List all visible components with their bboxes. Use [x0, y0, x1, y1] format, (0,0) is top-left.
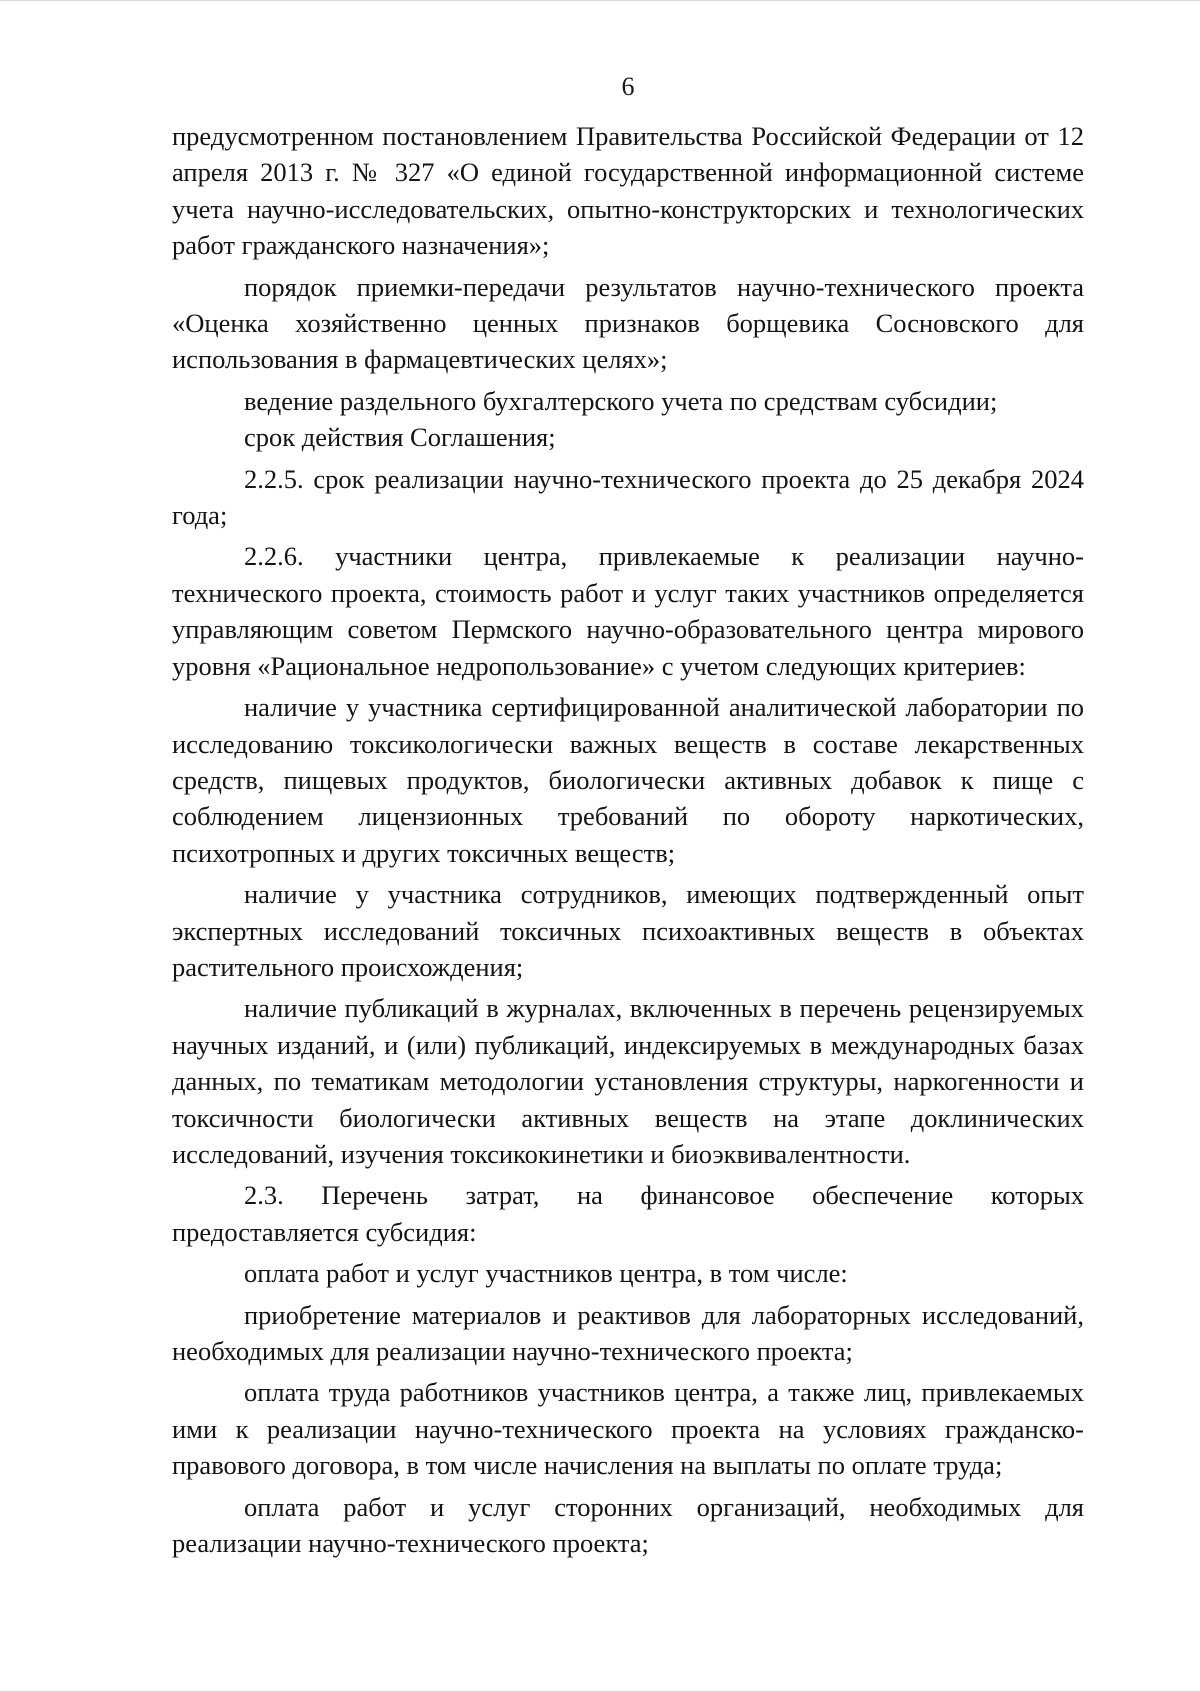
paragraph-materials-purchase: приобретение материалов и реактивов для лабораторных исследований, необходимых для реализации научно-технического проекта; — [172, 1299, 1084, 1366]
paragraph-continuation: предусмотренном постановлением Правительства Российской Федерации от 12 апреля 2013 г. № 327 «О единой государственной информационной системе учета научно-исследовательских, опытно-конструкторских и технологических работ гражданского назначения»; — [172, 121, 1084, 261]
paragraph-labor-payment: оплата труда работников участников центра, а также лиц, привлекаемых ими к реализации научно-технического проекта на условиях гражданско-правового договора, в том числе начисления на выплаты по оплате труда; — [172, 1377, 1084, 1481]
paragraph-third-party-services: оплата работ и услуг сторонних организаций, необходимых для реализации научно-технического проекта; — [172, 1491, 1084, 1559]
paragraph-2-2-5: 2.2.5. срок реализации научно-технического проекта до 25 декабря 2024 года; — [172, 463, 1084, 531]
paragraph-criterion-publications: наличие публикаций в журналах, включенных в перечень рецензируемых научных изданий, и (или) публикаций, индексируемых в международных базах данных, по тематикам методологии установления структуры, наркогенности и токсичности биологически активных веществ на этапе доклинических исследований, изучения токсикокинетики и биоэквивалентности. — [172, 993, 1084, 1169]
paragraph-2-3: 2.3. Перечень затрат, на финансовое обеспечение которых предоставляется субсидия: — [172, 1180, 1084, 1247]
paragraph-acceptance-procedure: порядок приемки-передачи результатов научно-технического проекта «Оценка хозяйственно ценных признаков борщевика Сосновского для использования в фармацевтических целях»; — [172, 271, 1084, 375]
document-body — [172, 118, 1084, 1561]
paragraph-2-2-6: 2.2.6. участники центра, привлекаемые к реализации научно-технического проекта, стоимость работ и услуг таких участников определяется управляющим советом Пермского научно-образовательного центра мирового уровня «Рациональное недропользование» с учетом следующих критериев: — [172, 541, 1084, 681]
paragraph-criterion-staff: наличие у участника сотрудников, имеющих подтвержденный опыт экспертных исследований токсичных психоактивных веществ в объектах растительного происхождения; — [172, 879, 1084, 982]
paragraph-participant-payments: оплата работ и услуг участников центра, в том числе: — [244, 1258, 848, 1289]
paragraph-separate-accounting: ведение раздельного бухгалтерского учета по средствам субсидии; — [244, 385, 998, 416]
scan-edge-top — [0, 0, 1200, 1]
paragraph-criterion-laboratory: наличие у участника сертифицированной аналитической лаборатории по исследованию токсикологически важных веществ в составе лекарственных средств, пищевых продуктов, биологически активных добавок к пище с соблюдением лицензионных требований по обороту наркотических, психотропных и других токсичных веществ; — [172, 692, 1084, 868]
page-number: 6 — [621, 72, 635, 101]
paragraph-agreement-term: срок действия Соглашения; — [244, 422, 556, 453]
